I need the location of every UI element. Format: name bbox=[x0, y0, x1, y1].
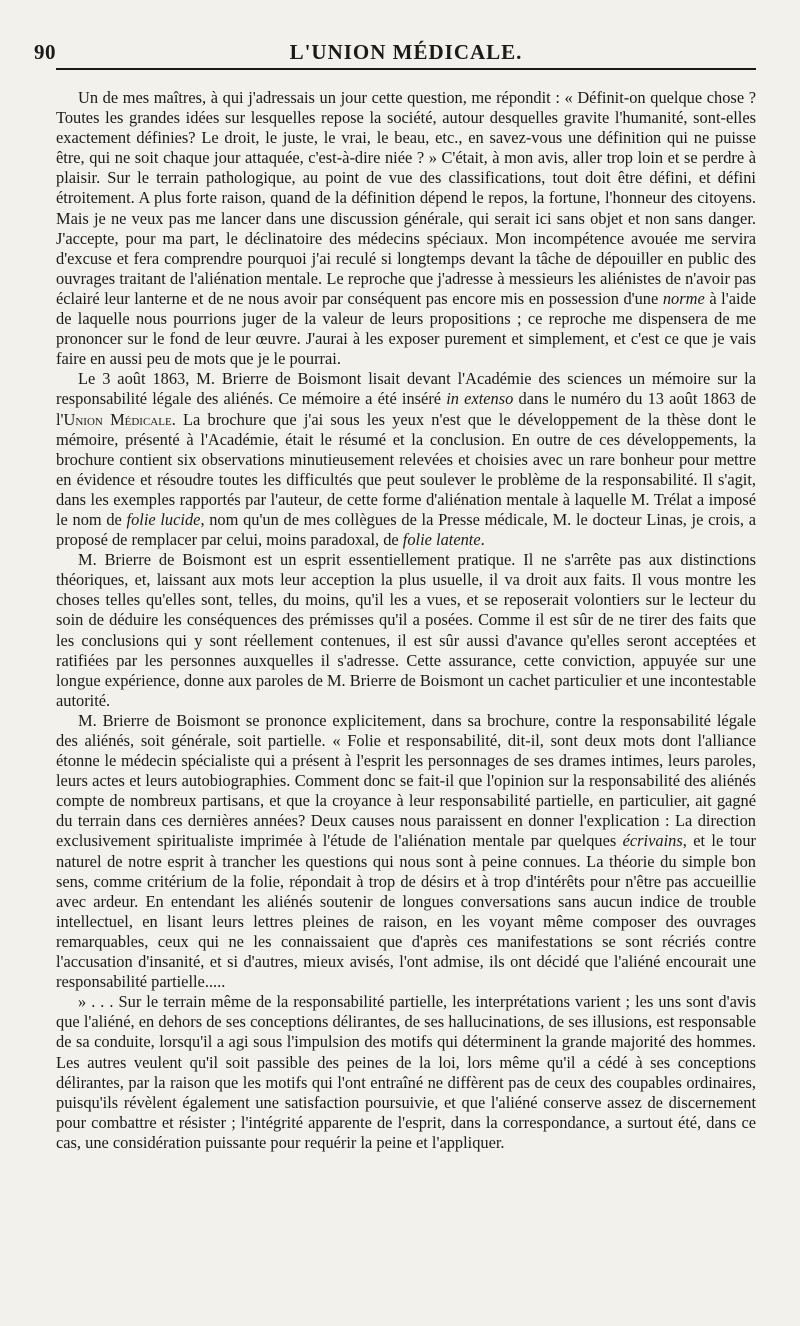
italic-text: in extenso bbox=[446, 389, 514, 409]
paragraph bbox=[56, 992, 756, 1153]
page-header bbox=[34, 38, 756, 70]
paragraph bbox=[56, 88, 756, 369]
small-caps-text: Union Médicale bbox=[63, 409, 172, 429]
running-title: L'UNION MÉDICALE. bbox=[289, 40, 523, 64]
text-run: , nom qu'un de mes collègues de la Presse médicale, M. le docteur Linas, je crois, a proposé de remplacer par celui, moins paradoxal, de bbox=[56, 509, 757, 550]
italic-text: folie lucide bbox=[126, 509, 201, 529]
paragraph bbox=[56, 369, 756, 550]
text-run: à l'aide de laquelle nous pourrions juger de la valeur de leurs propositions ; ce reproche me dispensera de me prononcer sur le fond de leur œuvre. J'aurai à les exposer purement et simplement, et c'est ce que je vais faire en aussi peu de mots que je le pourrai. bbox=[56, 288, 756, 369]
text-run: Un de mes maîtres, à qui j'adressais un jour cette question, me répondit : « Définit-on quelque chose ? Toutes les grandes idées sur lesquelles repose la société, autour desquelles gravite l'humanité, sont-elles exactement définies? Le droit, le juste, le vrai, le beau, etc., en savez-vous une définition qui ne puisse être, qui ne soit chaque jour attaquée, c'est-à-dire niée ? » C'était, à mon avis, aller trop loin et se perdre à plaisir. Sur le terrain pathologique, au point de vue des classifications, tout doit être défini, et défini étroitement. A plus forte raison, quand de la définition dépend le repos, la fortune, l'honneur des citoyens. Mais je ne veux pas me lancer dans une discussion générale, qui serait ici sans objet et non sans danger. J'accepte, pour ma part, le déclinatoire des médecins spéciaux. Mon incompétence avouée me servira d'excuse et fera comprendre pourquoi j'ai reculé si longtemps devant la tâche de dépouiller en public des ouvrages traitant de l'aliénation mentale. Le reproche que j'adresse à messieurs les aliénistes de n'avoir pas éclairé leur lanterne et de ne nous avoir par conséquent pas encore mis en possession d'une bbox=[56, 88, 756, 308]
italic-text: norme bbox=[662, 288, 705, 308]
italic-text: folie latente bbox=[402, 530, 481, 550]
text-run: , et le tour naturel de notre esprit à trancher les questions qui nous sont à peine connues. La théorie du simple bon sens, comme critérium de la folie, répondait à trop de désirs et à trop d'intérêts pour n'être pas accueillie avec ardeur. En entendant les aliénés soutenir de longues conversations sans aucun indice de trouble intellectuel, en lisant leurs lettres pleines de raison, en les voyant même composer des ouvrages remarquables, ceux qui ne les connaissaient que d'après ces manifestations se sont récriés contre l'accusation d'insanité, et si d'autres, mieux avisés, l'ont admise, ils ont décidé que l'aliéné encourait une responsabilité partielle..... bbox=[56, 831, 756, 992]
text-run: M. Brierre de Boismont se prononce explicitement, dans sa brochure, contre la responsabilité légale des aliénés, soit générale, soit partielle. « Folie et responsabilité, dit-il, sont deux mots dont l'alliance étonne le médecin spécialiste qui a présent à l'esprit les personnages de ses drames intimes, leurs paroles, leurs actes et leurs autobiographies. Comment donc se fait-il que l'opinion sur la responsabilité des aliénés compte de nombreux partisans, et que la croyance à leur responsabilité partielle, en particulier, ait gagné du terrain dans ces dernières années? Deux causes nous paraissent en donner l'explication : La direction exclusivement spiritualiste imprimée à l'étude de l'aliénation mentale par quelques bbox=[56, 710, 756, 851]
text-run: . La brochure que j'ai sous les yeux n'est que le développement de la thèse dont le mémoire, présenté à l'Académie, était le résumé et la conclusion. En outre de ces développements, la brochure contient six observations minutieusement relevées et choisies avec un rare bonheur pour mettre en évidence et résoudre toutes les difficultés que peut soulever le problème de la responsabilité. Il s'agit, dans les exemples rapportés par l'auteur, de cette forme d'aliénation mentale à laquelle M. Trélat a imposé le nom de bbox=[56, 409, 756, 529]
text-run: Le 3 août 1863, M. Brierre de Boismont lisait devant l'Académie des sciences un mémoire sur la responsabilité légale des aliénés. Ce mémoire a été inséré bbox=[56, 369, 756, 409]
text-run: » . . . Sur le terrain même de la responsabilité partielle, les interprétations varient ; les uns sont d'avis que l'aliéné, en dehors de ses conceptions délirantes, de ses hallucinations, de ses illusions, est responsable de sa conduite, lorsqu'il a agi sous l'impulsion des motifs qui déterminent la grande majorité des hommes. Les autres veulent qu'il soit passible des peines de la loi, lors même qu'il a cédé à ses conceptions délirantes, par la raison que les motifs qui l'ont entraîné ne diffèrent pas de ceux des coupables ordinaires, puisqu'ils révèlent également une satisfaction poursuivie, et que l'aliéné conserve assez de discernement pour combattre et résister ; l'intégrité apparente de l'esprit, dans la correspondance, a surtout été, dans ce cas, une considération puissante pour requérir la peine et l'appliquer. bbox=[56, 992, 756, 1152]
body-text bbox=[56, 88, 756, 1153]
text-run: dans le numéro du 13 août 1863 de l' bbox=[56, 389, 756, 429]
text-run: M. Brierre de Boismont est un esprit essentiellement pratique. Il ne s'arrête pas aux distinctions théoriques, et, laissant aux mots leur acception la plus usuelle, il va droit aux faits. Il vous montre les choses telles qu'elles sont, telles, du moins, qu'il les a vues, et se reposerait volontiers sur le lecteur du soin de déduire les conséquences des prémisses qu'il a posées. Comme il est sûr de ne tirer des faits que les conclusions qui y sont réellement contenues, il est sûr aussi d'avance qu'elles seront acceptées et ratifiées par les personnes auxquelles il s'adresse. Cette assurance, cette conviction, appuyée sur une longue expérience, donne aux paroles de M. Brierre de Boismont un cachet particulier et une incontestable autorité. bbox=[56, 550, 756, 710]
page-number: 90 bbox=[34, 40, 56, 64]
italic-text: écrivains bbox=[622, 831, 683, 851]
paragraph bbox=[56, 711, 756, 992]
text-run: . bbox=[480, 530, 485, 550]
paragraph bbox=[56, 550, 756, 711]
